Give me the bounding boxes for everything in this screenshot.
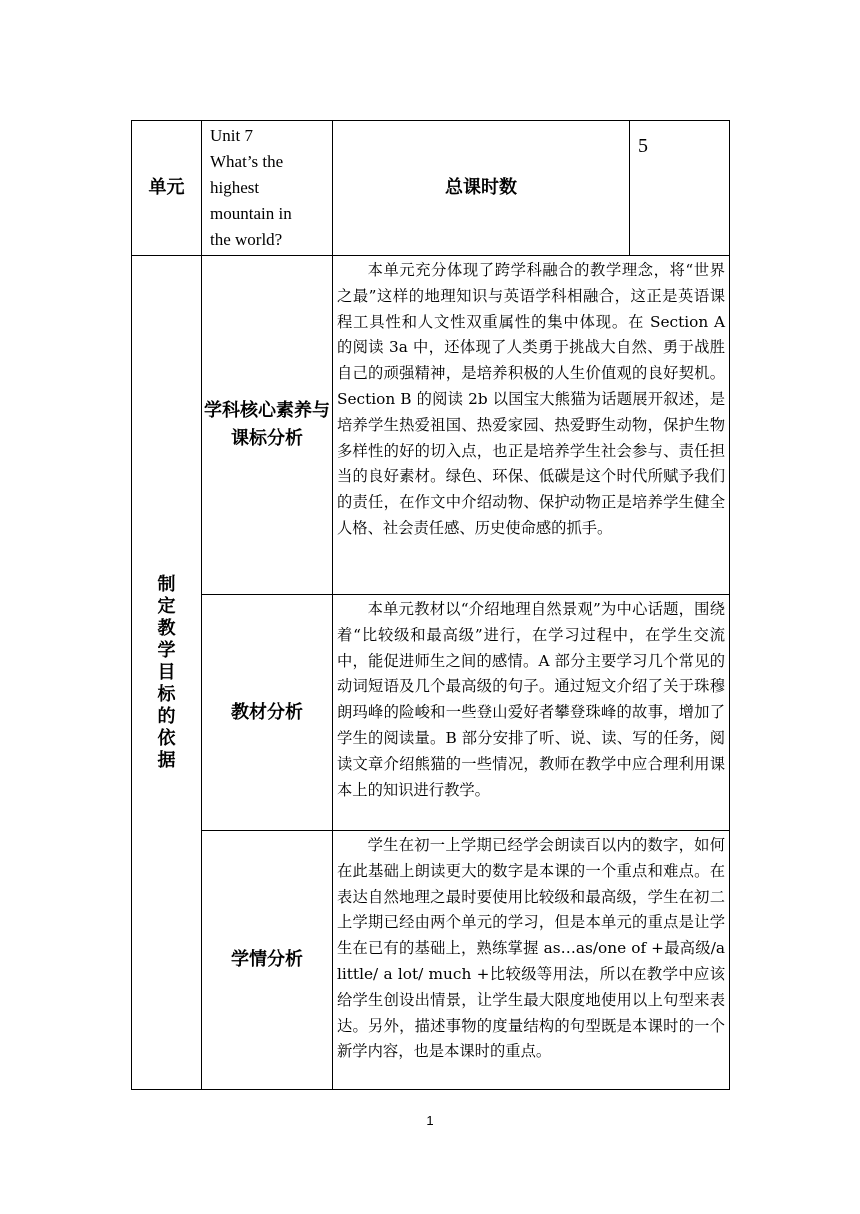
total-hours-label-cell bbox=[333, 121, 630, 256]
unit-row bbox=[132, 121, 730, 256]
unit-title-line: the world? bbox=[210, 230, 283, 249]
learner-analysis-label: 学情分析 bbox=[231, 949, 303, 970]
unit-label: 单元 bbox=[148, 177, 185, 198]
textbook-analysis-label: 教材分析 bbox=[231, 701, 303, 723]
unit-title-cell bbox=[202, 121, 333, 256]
unit-title-line: Unit 7 bbox=[210, 126, 253, 145]
page-number: 1 bbox=[426, 1113, 434, 1128]
core-literacy-label: 学科核心素养与课标分析 bbox=[204, 400, 330, 449]
learner-analysis-row bbox=[132, 831, 730, 1090]
unit-label-cell bbox=[132, 121, 202, 256]
section-text-cell bbox=[333, 595, 730, 831]
section-label-cell bbox=[202, 831, 333, 1090]
basis-label-cell bbox=[132, 256, 202, 1090]
section-text-cell bbox=[333, 831, 730, 1090]
total-hours-value: 5 bbox=[638, 135, 648, 157]
total-hours-label: 总课时数 bbox=[445, 177, 517, 198]
section-text-cell bbox=[333, 256, 730, 595]
section-label-cell bbox=[202, 595, 333, 831]
unit-title-line: highest bbox=[210, 178, 260, 197]
core-literacy-text: 本单元充分体现了跨学科融合的教学理念，将“世界之最”这样的地理知识与英语学科相融合，这正是英语课程工具性和人文性双重属性的集中体现。在 Section A 的阅读 3a 中，还体现了人类勇于挑战大自然、勇于战胜自己的顽强精神，是培养积极的人生价值观的良好契机。Section B 的阅读 2b 以国宝大熊猫为话题展开叙述，是培养学生热爱祖国、热爱家园、热爱野生动物，保护生物多样性的好的切入点，也正是培养学生社会参与、责任担当的良好素材。绿色、环保、低碳是这个时代所赋予我们的责任，在作文中介绍动物、保护动物正是培养学生健全人格、社会责任感、历史使命感的抓手。 bbox=[337, 261, 725, 537]
learner-analysis-text: 学生在初一上学期已经学会朗读百以内的数字，如何在此基础上朗读更大的数字是本课的一个重点和难点。在表达自然地理之最时要使用比较级和最高级，学生在初二上学期已经由两个单元的学习，但是本单元的重点是让学生在已有的基础上，熟练掌握 as…as/one of +最高级/a little/ a lot/ much +比较级等用法，所以在教学中应该给学生创设出情景，让学生最大限度地使用以上句型来表达。另外，描述事物的度量结构的句型既是本课时的一个新学内容，也是本课时的重点。 bbox=[337, 836, 725, 1061]
basis-label: 制定教学目标的依据 bbox=[157, 573, 176, 771]
total-hours-value-cell bbox=[630, 121, 730, 256]
core-literacy-row bbox=[132, 256, 730, 595]
lesson-plan-table bbox=[131, 120, 730, 1090]
section-label-cell bbox=[202, 256, 333, 595]
unit-title-line: mountain in bbox=[210, 204, 292, 223]
unit-title-line: What’s the bbox=[210, 152, 284, 171]
textbook-analysis-text: 本单元教材以“介绍地理自然景观”为中心话题，围绕着“比较级和最高级”进行，在学习过程中，在学生交流中，能促进师生之间的感情。A 部分主要学习几个常见的动词短语及几个最高级的句子。通过短文介绍了关于珠穆朗玛峰的险峻和一些登山爱好者攀登珠峰的故事，增加了学生的阅读量。B 部分安排了听、说、读、写的任务，阅读文章介绍熊猫的一些情况，教师在教学中应合理利用课本上的知识进行教学。 bbox=[337, 600, 725, 799]
textbook-analysis-row bbox=[132, 595, 730, 831]
